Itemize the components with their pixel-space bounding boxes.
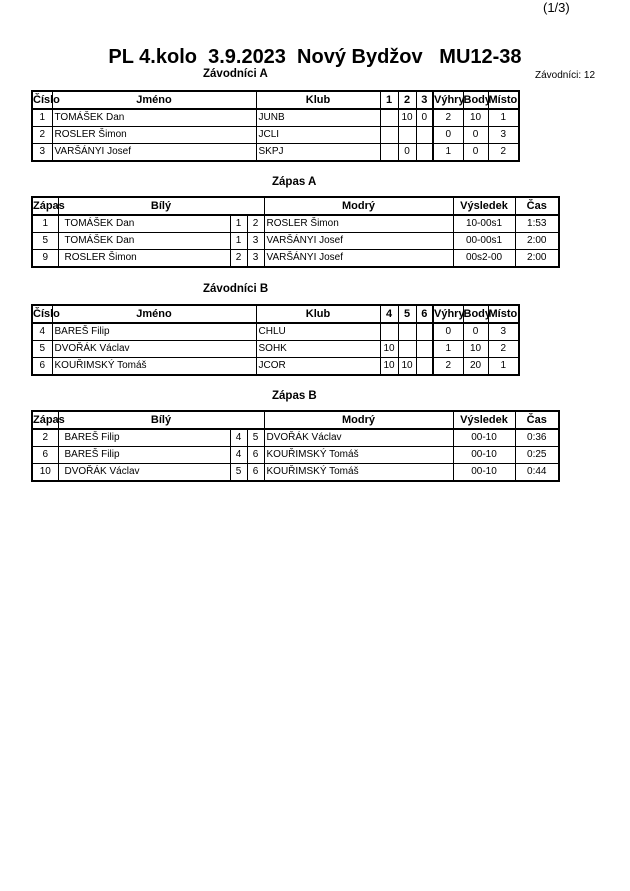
cell-vysledek: 00s2-00 bbox=[453, 250, 515, 268]
cell-bily: DVOŘÁK Václav bbox=[58, 464, 230, 482]
col-vyhry: Výhry bbox=[433, 91, 463, 109]
cell-bily: BAREŠ Filip bbox=[58, 447, 230, 464]
cell-round-2: 0 bbox=[398, 144, 416, 162]
cell-body: 0 bbox=[463, 323, 488, 341]
cell-misto: 3 bbox=[488, 127, 519, 144]
cell-cislo: 6 bbox=[32, 358, 52, 376]
cell-bily: ROSLER Šimon bbox=[58, 250, 230, 268]
cell-modry: KOUŘIMSKÝ Tomáš bbox=[264, 447, 453, 464]
cell-modry: ROSLER Šimon bbox=[264, 215, 453, 233]
cell-body: 0 bbox=[463, 144, 488, 162]
table-row bbox=[32, 341, 519, 358]
match-a-title: Zápas A bbox=[272, 176, 317, 188]
cell-modry: VARŠÁNYI Josef bbox=[264, 250, 453, 268]
cell-bily-num: 1 bbox=[230, 215, 247, 233]
col-round-1: 1 bbox=[380, 91, 398, 109]
cell-round-5 bbox=[398, 341, 416, 358]
col-cislo: Číslo bbox=[32, 305, 52, 323]
cell-misto: 1 bbox=[488, 358, 519, 376]
cell-bily: TOMÁŠEK Dan bbox=[58, 215, 230, 233]
cell-vyhry: 2 bbox=[433, 358, 463, 376]
cell-round-5: 10 bbox=[398, 358, 416, 376]
cell-modry: DVOŘÁK Václav bbox=[264, 429, 453, 447]
cell-modry-num: 3 bbox=[247, 233, 264, 250]
cell-round-2 bbox=[398, 127, 416, 144]
cell-body: 10 bbox=[463, 341, 488, 358]
col-cislo: Číslo bbox=[32, 91, 52, 109]
table-header bbox=[32, 91, 519, 109]
cell-zapas: 6 bbox=[32, 447, 58, 464]
col-jmeno: Jméno bbox=[52, 305, 256, 323]
cell-round-6 bbox=[416, 358, 433, 376]
col-body: Body bbox=[463, 305, 488, 323]
competitors-count: Závodníci: 12 bbox=[535, 70, 596, 81]
cell-body: 0 bbox=[463, 127, 488, 144]
col-zapas: Zápas bbox=[32, 411, 58, 429]
cell-round-1 bbox=[380, 144, 398, 162]
table-row bbox=[32, 429, 559, 447]
cell-jmeno: VARŠÁNYI Josef bbox=[52, 144, 256, 162]
cell-cas: 1:53 bbox=[515, 215, 559, 233]
cell-vyhry: 1 bbox=[433, 144, 463, 162]
cell-round-6 bbox=[416, 341, 433, 358]
cell-klub: JUNB bbox=[256, 109, 380, 127]
cell-modry-num: 6 bbox=[247, 464, 264, 482]
cell-vysledek: 10-00s1 bbox=[453, 215, 515, 233]
cell-modry-num: 6 bbox=[247, 447, 264, 464]
cell-vyhry: 0 bbox=[433, 323, 463, 341]
table-row bbox=[32, 109, 519, 127]
col-klub: Klub bbox=[256, 91, 380, 109]
page-title: PL 4.kolo 3.9.2023 Nový Bydžov MU12-38 bbox=[108, 46, 522, 68]
cell-misto: 2 bbox=[488, 144, 519, 162]
table-header bbox=[32, 305, 519, 323]
cell-jmeno: BAREŠ Filip bbox=[52, 323, 256, 341]
table-header bbox=[32, 197, 559, 215]
cell-jmeno: DVOŘÁK Václav bbox=[52, 341, 256, 358]
match-b-table bbox=[31, 410, 560, 482]
cell-jmeno: KOUŘIMSKÝ Tomáš bbox=[52, 358, 256, 376]
cell-cislo: 2 bbox=[32, 127, 52, 144]
cell-cislo: 4 bbox=[32, 323, 52, 341]
col-jmeno: Jméno bbox=[52, 91, 256, 109]
table-row bbox=[32, 464, 559, 482]
competitors-a-table bbox=[31, 90, 520, 162]
cell-klub: CHLU bbox=[256, 323, 380, 341]
col-modry: Modrý bbox=[264, 197, 453, 215]
cell-modry-num: 3 bbox=[247, 250, 264, 268]
section-b-title: Závodníci B bbox=[203, 283, 269, 295]
table-row bbox=[32, 323, 519, 341]
cell-modry-num: 2 bbox=[247, 215, 264, 233]
table-row bbox=[32, 447, 559, 464]
cell-klub: SKPJ bbox=[256, 144, 380, 162]
table-row bbox=[32, 127, 519, 144]
cell-zapas: 2 bbox=[32, 429, 58, 447]
cell-modry: KOUŘIMSKÝ Tomáš bbox=[264, 464, 453, 482]
cell-body: 20 bbox=[463, 358, 488, 376]
col-round-3: 3 bbox=[416, 91, 433, 109]
col-zapas: Zápas bbox=[32, 197, 58, 215]
cell-round-4 bbox=[380, 323, 398, 341]
cell-zapas: 1 bbox=[32, 215, 58, 233]
cell-zapas: 10 bbox=[32, 464, 58, 482]
cell-vysledek: 00-10 bbox=[453, 429, 515, 447]
cell-cas: 0:44 bbox=[515, 464, 559, 482]
col-round-4: 4 bbox=[380, 305, 398, 323]
col-klub: Klub bbox=[256, 305, 380, 323]
cell-round-2: 10 bbox=[398, 109, 416, 127]
table-row bbox=[32, 215, 559, 233]
cell-round-1 bbox=[380, 127, 398, 144]
col-vyhry: Výhry bbox=[433, 305, 463, 323]
cell-cas: 2:00 bbox=[515, 250, 559, 268]
cell-round-5 bbox=[398, 323, 416, 341]
cell-round-6 bbox=[416, 323, 433, 341]
page-number: (1/3) bbox=[543, 0, 570, 15]
cell-vysledek: 00-00s1 bbox=[453, 233, 515, 250]
cell-cas: 0:36 bbox=[515, 429, 559, 447]
cell-vyhry: 0 bbox=[433, 127, 463, 144]
cell-klub: JCOR bbox=[256, 358, 380, 376]
cell-vyhry: 1 bbox=[433, 341, 463, 358]
cell-round-4: 10 bbox=[380, 341, 398, 358]
cell-klub: JCLI bbox=[256, 127, 380, 144]
cell-round-3 bbox=[416, 127, 433, 144]
match-a-table bbox=[31, 196, 560, 268]
cell-vysledek: 00-10 bbox=[453, 447, 515, 464]
cell-vysledek: 00-10 bbox=[453, 464, 515, 482]
cell-jmeno: TOMÁŠEK Dan bbox=[52, 109, 256, 127]
cell-bily: TOMÁŠEK Dan bbox=[58, 233, 230, 250]
cell-vyhry: 2 bbox=[433, 109, 463, 127]
cell-round-3: 0 bbox=[416, 109, 433, 127]
cell-round-4: 10 bbox=[380, 358, 398, 376]
table-header bbox=[32, 411, 559, 429]
cell-modry-num: 5 bbox=[247, 429, 264, 447]
cell-cislo: 5 bbox=[32, 341, 52, 358]
col-modry: Modrý bbox=[264, 411, 453, 429]
cell-bily-num: 5 bbox=[230, 464, 247, 482]
cell-bily-num: 4 bbox=[230, 429, 247, 447]
col-misto: Místo. bbox=[488, 91, 519, 109]
col-round-5: 5 bbox=[398, 305, 416, 323]
col-round-2: 2 bbox=[398, 91, 416, 109]
cell-zapas: 9 bbox=[32, 250, 58, 268]
table-row bbox=[32, 144, 519, 162]
col-bily: Bílý bbox=[58, 197, 264, 215]
table-row bbox=[32, 358, 519, 376]
cell-round-3 bbox=[416, 144, 433, 162]
cell-klub: SOHK bbox=[256, 341, 380, 358]
cell-bily-num: 1 bbox=[230, 233, 247, 250]
cell-bily-num: 4 bbox=[230, 447, 247, 464]
col-cas: Čas bbox=[515, 411, 559, 429]
cell-bily: BAREŠ Filip bbox=[58, 429, 230, 447]
col-cas: Čas bbox=[515, 197, 559, 215]
cell-round-1 bbox=[380, 109, 398, 127]
col-vysledek: Výsledek bbox=[453, 197, 515, 215]
col-round-6: 6 bbox=[416, 305, 433, 323]
cell-body: 10 bbox=[463, 109, 488, 127]
col-bily: Bílý bbox=[58, 411, 264, 429]
col-vysledek: Výsledek bbox=[453, 411, 515, 429]
table-row bbox=[32, 250, 559, 268]
col-misto: Místo. bbox=[488, 305, 519, 323]
cell-cas: 2:00 bbox=[515, 233, 559, 250]
cell-jmeno: ROSLER Šimon bbox=[52, 127, 256, 144]
section-a-title: Závodníci A bbox=[203, 68, 268, 80]
cell-cislo: 3 bbox=[32, 144, 52, 162]
cell-modry: VARŠÁNYI Josef bbox=[264, 233, 453, 250]
table-row bbox=[32, 233, 559, 250]
cell-bily-num: 2 bbox=[230, 250, 247, 268]
cell-cislo: 1 bbox=[32, 109, 52, 127]
competitors-b-table bbox=[31, 304, 520, 376]
cell-cas: 0:25 bbox=[515, 447, 559, 464]
cell-misto: 1 bbox=[488, 109, 519, 127]
cell-zapas: 5 bbox=[32, 233, 58, 250]
match-b-title: Zápas B bbox=[272, 390, 317, 402]
cell-misto: 2 bbox=[488, 341, 519, 358]
col-body: Body bbox=[463, 91, 488, 109]
cell-misto: 3 bbox=[488, 323, 519, 341]
